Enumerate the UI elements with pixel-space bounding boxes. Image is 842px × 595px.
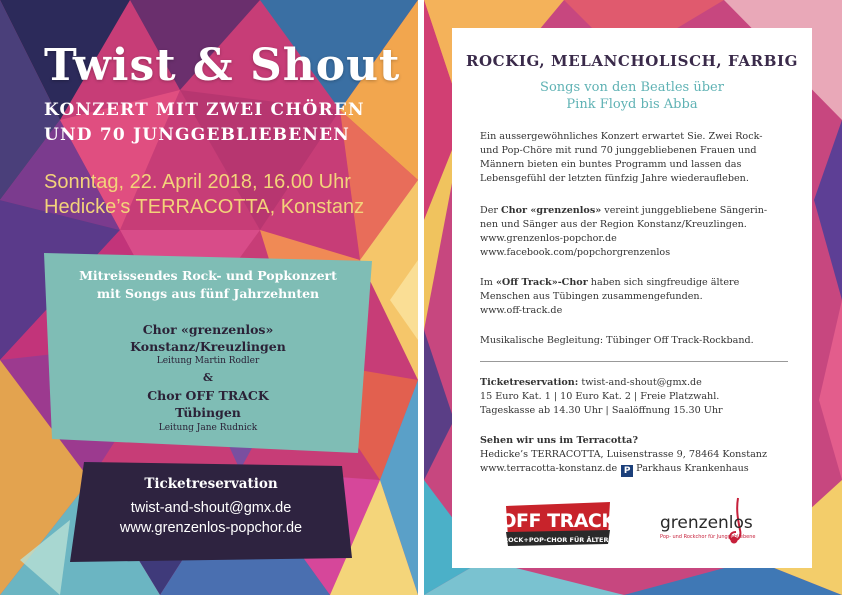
choir-grenzenlos [44,321,372,355]
parking-label: Parkhaus Krankenhaus [636,463,749,474]
text-line: Ein aussergewöhnliches Konzert erwartet Sie. Zwei Rock- [480,131,763,142]
info-subheading [452,79,812,113]
concert-description [44,267,372,303]
text-line: Lebensgefühl der letzten fünfzig Jahre wiederaufleben. [480,173,749,184]
event-date-venue [44,170,364,220]
tickets-paragraph [480,376,790,418]
description-line: Mitreissendes Rock- und Popkonzert [79,268,337,283]
choir-name-bold: Chor «grenzenlos» [501,205,602,216]
text-line [480,276,790,290]
choir-name: Chor «grenzenlos» [142,322,274,337]
parking-icon: P [621,465,633,477]
text-line [480,434,790,448]
event-venue: Hedicke’s TERRACOTTA, Konstanz [44,196,365,218]
ampersand: & [203,371,213,384]
subheading-line: Pink Floyd bis Abba [566,97,698,112]
ticket-box [70,462,352,562]
info-card [452,28,812,568]
ticket-heading: Ticketreservation [144,476,278,492]
choir-leader: Leitung Jane Rudnick [158,423,258,433]
event-date: Sonntag, 22. April 2018, 16.00 Uhr [44,171,351,193]
subtitle-line: KONZERT MIT ZWEI CHÖREN [44,100,365,120]
text-line: 15 Euro Kat. 1 | 10 Euro Kat. 2 | Freie Platzwahl. [480,391,720,402]
text-prefix: Im [480,277,496,288]
choir-leader: Leitung Martin Rodler [156,356,260,366]
text-prefix: Der [480,205,502,216]
text-rest: vereint junggebliebene Sängerin- [601,205,768,216]
text-line [480,204,790,218]
ticket-email-link[interactable]: twist-and-shout@gmx.de [130,500,292,516]
front-page [0,0,418,595]
offtrack-logo-word: OFF TRACK [502,510,614,532]
text-line: Männern bieten ein buntes Programm und lassen das [480,159,742,170]
venue-address: Hedicke’s TERRACOTTA, Luisenstrasse 9, 78464 Konstanz [480,449,768,460]
description-line: mit Songs aus fünf Jahrzehnten [96,286,320,301]
choir-location: Tübingen [175,405,241,420]
choir-location: Konstanz/Kreuzlingen [130,339,286,354]
text-line: und Pop-Chöre mit rund 70 junggebliebenen Frauen und [480,145,757,156]
text-line: nen und Sänger aus der Region Konstanz/Kreuzlingen. [480,219,747,230]
venue-website-link[interactable]: www.terracotta-konstanz.de [480,463,618,474]
subtitle-line: UND 70 JUNGGEBLIEBENEN [44,125,350,145]
info-heading: ROCKIG, MELANCHOLISCH, FARBIG [465,52,799,70]
divider [480,361,788,362]
venue-heading: Sehen wir uns im Terracotta? [480,435,638,446]
intro-paragraph [480,130,790,186]
choirs-box [44,253,372,453]
tickets-label: Ticketreservation: [480,377,579,388]
grenzenlos-website-link[interactable]: www.grenzenlos-popchor.de [480,233,617,244]
grenzenlos-logo [656,496,768,548]
offtrack-logo-tagline: ROCK+POP-CHOR FÜR ÄLTERE [503,536,613,544]
text-line [480,376,790,390]
band-paragraph: Musikalische Begleitung: Tübinger Off Track-Rockband. [480,335,754,346]
offtrack-website-link[interactable]: www.off-track.de [480,305,563,316]
event-title: Twist & Shout [44,40,401,91]
grenzenlos-paragraph [480,204,790,260]
grenzenlos-logo-tagline: Pop- und Rockchor für Junggebliebene [660,534,756,540]
event-subtitle [44,98,365,148]
subheading-line: Songs von den Beatles über [540,80,724,95]
text-rest: haben sich singfreudige ältere [587,277,740,288]
venue-paragraph [480,434,790,477]
ticket-website-link[interactable]: www.grenzenlos-popchor.de [119,520,303,536]
offtrack-paragraph [480,276,790,318]
choir-offtrack [44,387,372,421]
tickets-email-link[interactable]: twist-and-shout@gmx.de [578,377,702,388]
choir-name-bold: «Off Track»-Chor [495,277,588,288]
grenzenlos-facebook-link[interactable]: www.facebook.com/popchorgrenzenlos [480,247,671,258]
text-line: Tageskasse ab 14.30 Uhr | Saalöffnung 15.30 Uhr [480,405,723,416]
choir-name: Chor OFF TRACK [147,388,269,403]
text-line: Menschen aus Tübingen zusammengefunden. [480,291,703,302]
offtrack-logo [502,496,614,548]
grenzenlos-logo-word: grenzenlos [660,513,753,533]
text-line [480,462,790,477]
